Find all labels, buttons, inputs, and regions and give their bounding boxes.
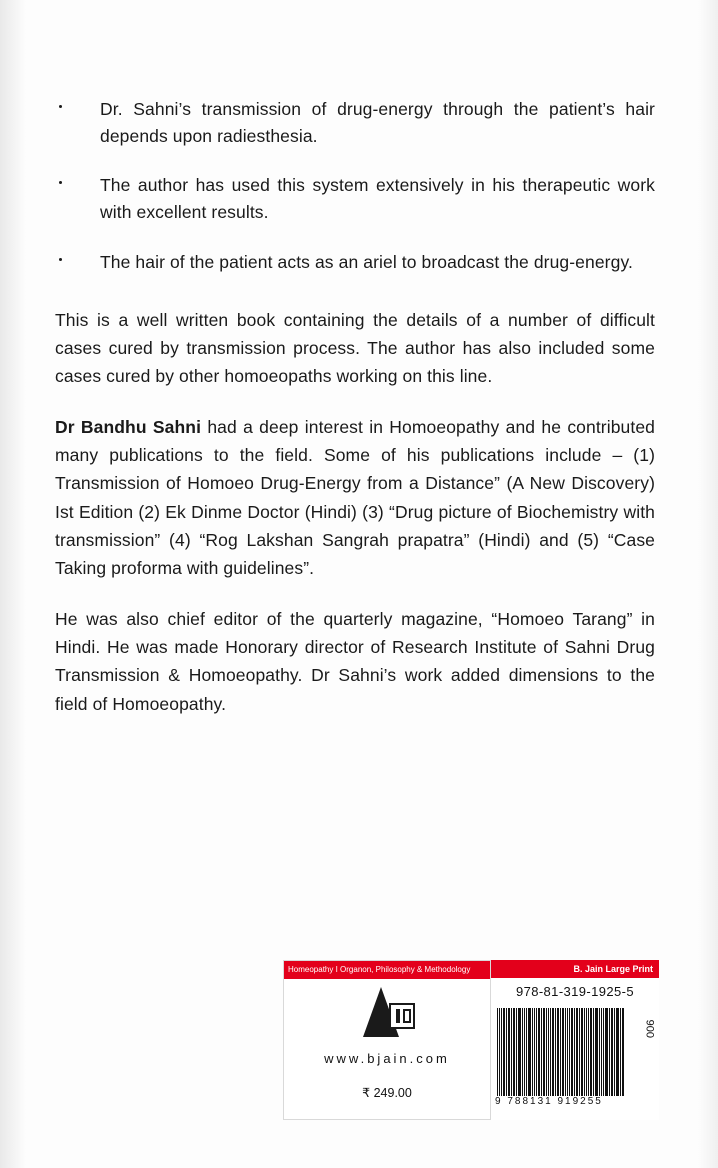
logo-book-glyph: [389, 1003, 415, 1029]
publisher-website: www.bjain.com: [324, 1051, 450, 1066]
author-name: Dr Bandhu Sahni: [55, 416, 202, 437]
bullet-text: The author has used this system extensively in his therapeutic work with excellent results.: [100, 175, 655, 223]
bullet-dot-icon: [59, 258, 62, 261]
side-code: 900: [643, 1019, 655, 1038]
isbn-number: 978-81-319-1925-5: [515, 984, 635, 999]
barcode-digits: 9 788131 919255: [495, 1096, 603, 1107]
paragraph-text: had a deep interest in Homoeopathy and he contributed many publications to the field. Some of his publications include – (1) Transmission of Homoeo Drug-Energy from a Distance” (A New Discovery) Ist Edition (2) Ek Dinme Doctor (Hindi) (3) “Drug picture of Biochemistry with transmission” (4) “Rog Lakshan Sangrah prapatra” (Hindi) and (5) “Case Taking proforma with guidelines”.: [55, 416, 656, 579]
bjain-logo-icon: [359, 987, 415, 1041]
barcode-panel: [491, 960, 659, 1120]
barcode-icon: [497, 1008, 637, 1096]
bullet-dot-icon: [59, 181, 62, 184]
imprint-bar: B. Jain Large Print: [491, 960, 659, 978]
bullet-text: The hair of the patient acts as an ariel to broadcast the drug-energy.: [100, 251, 633, 272]
publisher-logo: [284, 987, 490, 1046]
list-item: [55, 172, 655, 226]
paragraph-author-bio: [55, 413, 655, 583]
paragraph-text: This is a well written book containing the details of a number of difficult cases cured by transmission process. The author has also included some cases cured by other homoeopaths working on this line.: [55, 309, 655, 387]
category-bar: Homeopathy I Organon, Philosophy & Methodology: [284, 961, 490, 979]
list-item: [55, 96, 655, 150]
price-label: ₹ 249.00: [362, 1086, 412, 1100]
publisher-panel: [283, 960, 491, 1120]
publisher-footer-block: [283, 960, 659, 1120]
paragraph-book-description: [55, 306, 655, 391]
paragraph-author-roles: [55, 605, 655, 718]
bullet-text: Dr. Sahni’s transmission of drug-energy through the patient’s hair depends upon radiesthesia.: [100, 99, 655, 147]
bullet-dot-icon: [59, 105, 62, 108]
bullet-list: [55, 96, 655, 276]
list-item: [55, 249, 655, 276]
paragraph-text: He was also chief editor of the quarterly magazine, “Homoeo Tarang” in Hindi. He was made Honorary director of Research Institute of Sahni Drug Transmission & Homoeopathy. Dr Sahni’s work added dimensions to the field of Homoeopathy.: [55, 608, 655, 714]
cover-text-content: [55, 96, 655, 740]
